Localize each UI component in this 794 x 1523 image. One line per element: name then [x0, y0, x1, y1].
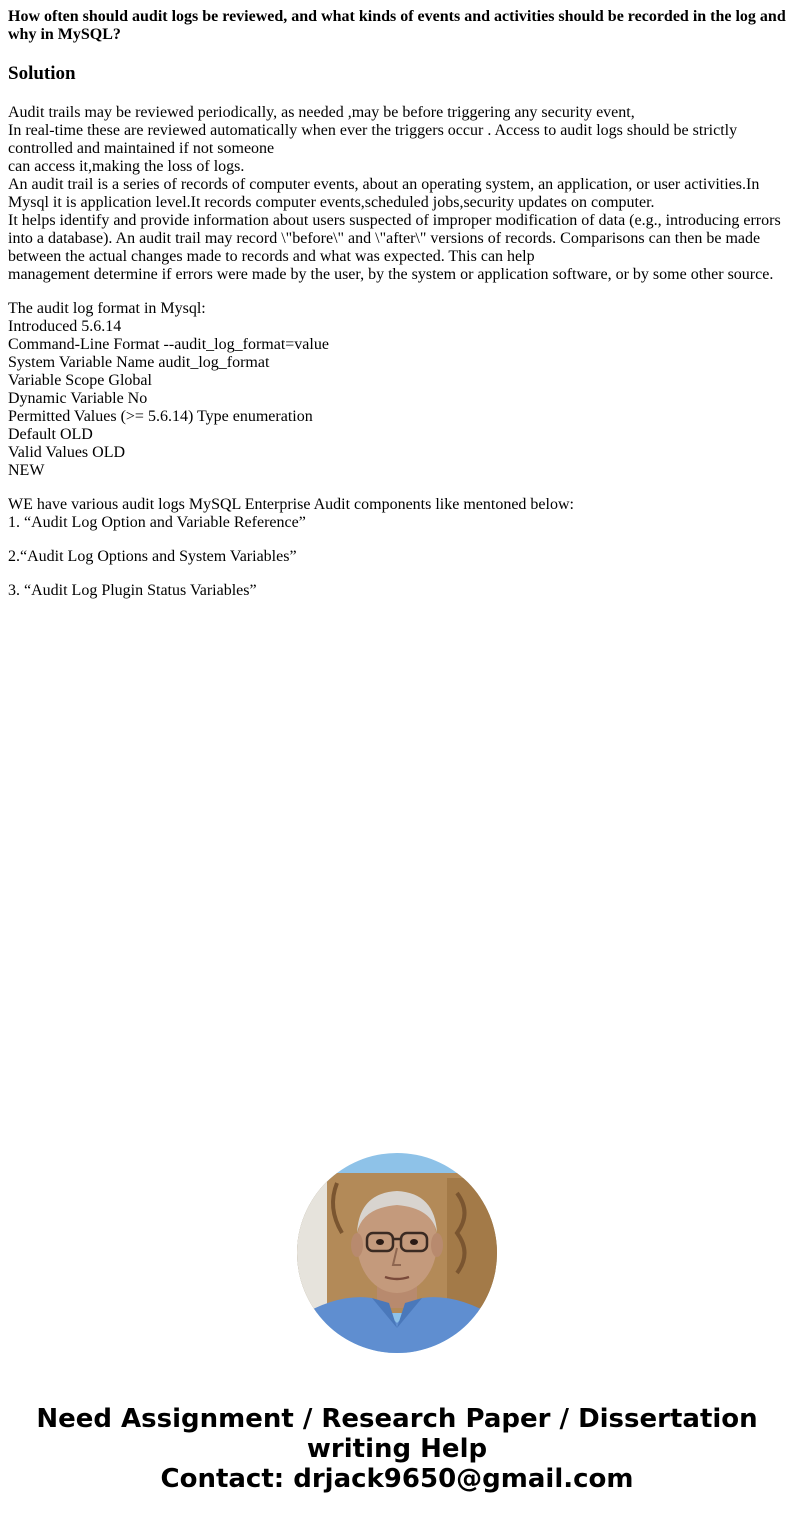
solution-heading: Solution — [8, 63, 76, 84]
answer-line: Audit trails may be reviewed periodically, as needed ,may be before triggering any security event, — [8, 104, 635, 121]
format-line: Introduced 5.6.14 — [8, 318, 122, 335]
footer-banner — [0, 1404, 794, 1494]
components-intro — [8, 496, 788, 532]
format-line: NEW — [8, 462, 45, 479]
format-line: Variable Scope Global — [8, 372, 152, 389]
footer-line-2: writing Help — [306, 1434, 488, 1464]
author-avatar — [297, 1153, 497, 1353]
question-title: How often should audit logs be reviewed, and what kinds of events and activities should be recorded in the log and why in MySQL? — [8, 8, 786, 43]
document-content — [8, 8, 788, 600]
format-line: Default OLD — [8, 426, 93, 443]
footer-contact: Contact: drjack9650@gmail.com — [160, 1464, 634, 1494]
answer-line: An audit trail is a series of records of computer events, about an operating system, an application, or user activities.In Mysql it is application level.It records computer events,scheduled jobs,security updates on computer. — [8, 176, 760, 211]
components-line: WE have various audit logs MySQL Enterprise Audit components like mentoned below: — [8, 496, 574, 513]
format-line: Command-Line Format --audit_log_format=value — [8, 336, 329, 353]
format-line: System Variable Name audit_log_format — [8, 354, 270, 371]
answer-line: In real-time these are reviewed automatically when ever the triggers occur . Access to audit logs should be strictly controlled and maintained if not someone — [8, 122, 738, 157]
format-line: Valid Values OLD — [8, 444, 126, 461]
format-line: Permitted Values (>= 5.6.14) Type enumeration — [8, 408, 313, 425]
answer-line: can access it,making the loss of logs. — [8, 158, 245, 175]
footer-line-1: Need Assignment / Research Paper / Dissertation — [36, 1404, 758, 1434]
answer-line: It helps identify and provide information about users suspected of improper modification of data (e.g., introducing errors into a database). An audit trail may record \"before\" and \"after\" versions of records. Comparisons can then be made between the actual changes made to records and what was expected. This can help — [8, 212, 781, 265]
format-block — [8, 300, 788, 480]
answer-line: management determine if errors were made by the user, by the system or application software, or by some other source. — [8, 266, 774, 283]
format-line: Dynamic Variable No — [8, 390, 148, 407]
answer-paragraph — [8, 104, 788, 284]
component-item-2: 2.“Audit Log Options and System Variables” — [8, 548, 297, 565]
components-line: 1. “Audit Log Option and Variable Reference” — [8, 514, 306, 531]
component-item-3: 3. “Audit Log Plugin Status Variables” — [8, 582, 257, 599]
format-line: The audit log format in Mysql: — [8, 300, 206, 317]
